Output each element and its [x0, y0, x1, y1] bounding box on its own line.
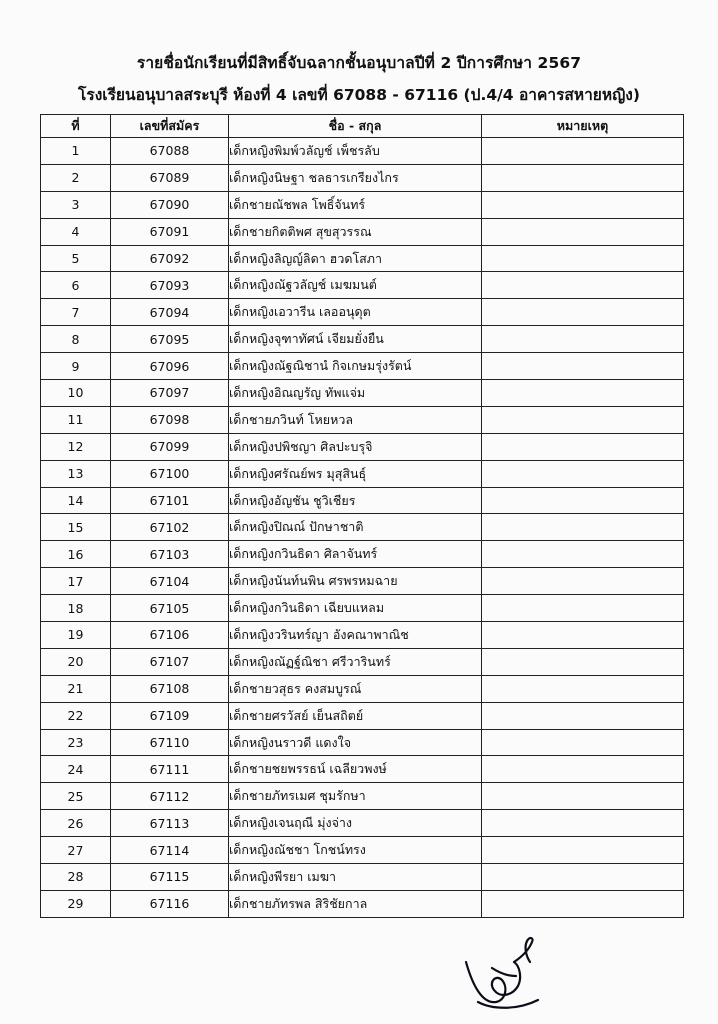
- cell-remarks: [482, 783, 684, 810]
- cell-name: เด็กหญิงพีรยา เมฆา: [229, 864, 482, 891]
- table-row: [41, 756, 684, 783]
- cell-remarks: [482, 353, 684, 380]
- table-row: [41, 138, 684, 165]
- cell-application-no: 67105: [111, 595, 229, 622]
- cell-name: เด็กหญิงณัฏฐ์ณิชา ศรีวารินทร์: [229, 648, 482, 675]
- signature: [448, 932, 568, 1012]
- table-row: [41, 837, 684, 864]
- cell-application-no: 67092: [111, 245, 229, 272]
- cell-no: 6: [41, 272, 111, 299]
- cell-application-no: 67102: [111, 514, 229, 541]
- cell-name: เด็กหญิงเจนฤณี มุ่งจ่าง: [229, 810, 482, 837]
- cell-remarks: [482, 622, 684, 649]
- header-application-no: เลขที่สมัคร: [111, 115, 229, 138]
- cell-remarks: [482, 272, 684, 299]
- cell-name: เด็กชายวสุธร คงสมบูรณ์: [229, 675, 482, 702]
- cell-name: เด็กหญิงวรินทร์ญา อังคณาพาณิช: [229, 622, 482, 649]
- table-row: [41, 191, 684, 218]
- cell-name: เด็กหญิงนันท์นพิน ศรพรหมฉาย: [229, 568, 482, 595]
- table-row: [41, 568, 684, 595]
- table-row: [41, 406, 684, 433]
- table-row: [41, 729, 684, 756]
- table-row: [41, 783, 684, 810]
- cell-no: 19: [41, 622, 111, 649]
- cell-remarks: [482, 191, 684, 218]
- table-row: [41, 353, 684, 380]
- table-row: [41, 380, 684, 407]
- cell-application-no: 67112: [111, 783, 229, 810]
- table-row: [41, 864, 684, 891]
- table-row: [41, 460, 684, 487]
- cell-application-no: 67109: [111, 702, 229, 729]
- cell-no: 20: [41, 648, 111, 675]
- cell-name: เด็กหญิงจุฑาทัศน์ เจียมยั่งยืน: [229, 326, 482, 353]
- table-row: [41, 272, 684, 299]
- cell-no: 29: [41, 890, 111, 917]
- cell-name: เด็กหญิงนราวดี แดงใจ: [229, 729, 482, 756]
- cell-name: เด็กหญิงปิณณ์ ปักษาชาติ: [229, 514, 482, 541]
- cell-name: เด็กหญิงศรัณย์พร มุสุสินธุ์: [229, 460, 482, 487]
- cell-no: 14: [41, 487, 111, 514]
- cell-application-no: 67098: [111, 406, 229, 433]
- cell-application-no: 67115: [111, 864, 229, 891]
- cell-name: เด็กชายภวินท์ โหยหวล: [229, 406, 482, 433]
- cell-remarks: [482, 514, 684, 541]
- cell-no: 21: [41, 675, 111, 702]
- cell-application-no: 67116: [111, 890, 229, 917]
- header-remarks: หมายเหตุ: [482, 115, 684, 138]
- table-row: [41, 541, 684, 568]
- cell-remarks: [482, 675, 684, 702]
- cell-application-no: 67094: [111, 299, 229, 326]
- table-row: [41, 648, 684, 675]
- cell-name: เด็กหญิงอิณญรัญ ทัพแจ่ม: [229, 380, 482, 407]
- cell-application-no: 67104: [111, 568, 229, 595]
- document-title: รายชื่อนักเรียนที่มีสิทธิ์จับฉลากชั้นอนุบาลปีที่ 2 ปีการศึกษา 2567: [136, 54, 582, 72]
- cell-application-no: 67088: [111, 138, 229, 165]
- table-row: [41, 326, 684, 353]
- cell-no: 17: [41, 568, 111, 595]
- cell-name: เด็กชายศรวัสย์ เย็นสถิตย์: [229, 702, 482, 729]
- cell-remarks: [482, 756, 684, 783]
- cell-remarks: [482, 541, 684, 568]
- cell-application-no: 67099: [111, 433, 229, 460]
- cell-no: 3: [41, 191, 111, 218]
- cell-no: 23: [41, 729, 111, 756]
- cell-application-no: 67114: [111, 837, 229, 864]
- student-roster-table: [40, 114, 684, 918]
- cell-remarks: [482, 890, 684, 917]
- cell-remarks: [482, 326, 684, 353]
- cell-remarks: [482, 380, 684, 407]
- cell-application-no: 67106: [111, 622, 229, 649]
- table-row: [41, 810, 684, 837]
- cell-application-no: 67100: [111, 460, 229, 487]
- cell-no: 28: [41, 864, 111, 891]
- cell-remarks: [482, 568, 684, 595]
- cell-remarks: [482, 729, 684, 756]
- cell-no: 7: [41, 299, 111, 326]
- table-row: [41, 487, 684, 514]
- cell-remarks: [482, 595, 684, 622]
- table-row: [41, 245, 684, 272]
- cell-application-no: 67110: [111, 729, 229, 756]
- cell-remarks: [482, 138, 684, 165]
- cell-name: เด็กหญิงนิษฐา ชลธารเกรียงไกร: [229, 164, 482, 191]
- cell-name: เด็กหญิงอัญชัน ชูวิเชียร: [229, 487, 482, 514]
- cell-remarks: [482, 245, 684, 272]
- cell-name: เด็กชายภัทรพล สิริชัยกาล: [229, 890, 482, 917]
- cell-no: 26: [41, 810, 111, 837]
- table-row: [41, 675, 684, 702]
- cell-name: เด็กชายชยพรรธน์ เฉลียวพงษ์: [229, 756, 482, 783]
- cell-application-no: 67107: [111, 648, 229, 675]
- cell-name: เด็กชายกิตติพศ สุขสุวรรณ: [229, 218, 482, 245]
- table-row: [41, 433, 684, 460]
- cell-name: เด็กหญิงกวินธิดา เฉียบแหลม: [229, 595, 482, 622]
- cell-remarks: [482, 837, 684, 864]
- table-row: [41, 218, 684, 245]
- cell-application-no: 67103: [111, 541, 229, 568]
- cell-name: เด็กหญิงณัฐณิชานํ กิจเกษมรุ่งรัตน์: [229, 353, 482, 380]
- table-body: [41, 138, 684, 918]
- cell-remarks: [482, 433, 684, 460]
- cell-name: เด็กชายภัทรเมศ ชุมรักษา: [229, 783, 482, 810]
- cell-name: เด็กหญิงณัชชา โกชน์ทรง: [229, 837, 482, 864]
- table-row: [41, 514, 684, 541]
- cell-no: 12: [41, 433, 111, 460]
- cell-no: 24: [41, 756, 111, 783]
- table-row: [41, 890, 684, 917]
- table-row: [41, 595, 684, 622]
- cell-no: 2: [41, 164, 111, 191]
- cell-no: 10: [41, 380, 111, 407]
- cell-name: เด็กหญิงปพิชญา ศิลปะบรุจิ: [229, 433, 482, 460]
- cell-no: 4: [41, 218, 111, 245]
- cell-remarks: [482, 406, 684, 433]
- cell-application-no: 67091: [111, 218, 229, 245]
- cell-application-no: 67090: [111, 191, 229, 218]
- cell-no: 11: [41, 406, 111, 433]
- cell-application-no: 67096: [111, 353, 229, 380]
- cell-remarks: [482, 864, 684, 891]
- cell-name: เด็กหญิงพิมพ์วลัญช์ เพ็ชรลับ: [229, 138, 482, 165]
- cell-remarks: [482, 218, 684, 245]
- cell-application-no: 67108: [111, 675, 229, 702]
- table-row: [41, 164, 684, 191]
- cell-no: 16: [41, 541, 111, 568]
- cell-name: เด็กหญิงเอวารีน เลออนุดุต: [229, 299, 482, 326]
- table-row: [41, 622, 684, 649]
- header-no: ที่: [41, 115, 111, 138]
- cell-application-no: 67101: [111, 487, 229, 514]
- cell-remarks: [482, 702, 684, 729]
- cell-name: เด็กชายณัชพล โพธิ์จันทร์: [229, 191, 482, 218]
- document-subtitle: โรงเรียนอนุบาลสระบุรี ห้องที่ 4 เลขที่ 67088 - 67116 (ป.4/4 อาคารสหายหญิง): [78, 86, 640, 104]
- cell-name: เด็กหญิงลิญญ์ลิดา ฮวดโสภา: [229, 245, 482, 272]
- cell-application-no: 67113: [111, 810, 229, 837]
- cell-remarks: [482, 648, 684, 675]
- cell-no: 25: [41, 783, 111, 810]
- cell-application-no: 67093: [111, 272, 229, 299]
- cell-application-no: 67111: [111, 756, 229, 783]
- cell-name: เด็กหญิงณัฐวลัญช์ เมฆมนต์: [229, 272, 482, 299]
- cell-no: 15: [41, 514, 111, 541]
- cell-remarks: [482, 460, 684, 487]
- cell-no: 5: [41, 245, 111, 272]
- header-name: ชื่อ - สกุล: [229, 115, 482, 138]
- table-row: [41, 299, 684, 326]
- cell-no: 8: [41, 326, 111, 353]
- cell-no: 18: [41, 595, 111, 622]
- cell-no: 22: [41, 702, 111, 729]
- table-row: [41, 702, 684, 729]
- cell-application-no: 67095: [111, 326, 229, 353]
- cell-remarks: [482, 164, 684, 191]
- cell-name: เด็กหญิงกวินธิดา ศิลาจันทร์: [229, 541, 482, 568]
- cell-no: 27: [41, 837, 111, 864]
- cell-no: 1: [41, 138, 111, 165]
- cell-no: 9: [41, 353, 111, 380]
- cell-application-no: 67097: [111, 380, 229, 407]
- cell-no: 13: [41, 460, 111, 487]
- cell-remarks: [482, 810, 684, 837]
- cell-remarks: [482, 299, 684, 326]
- cell-application-no: 67089: [111, 164, 229, 191]
- cell-remarks: [482, 487, 684, 514]
- table-header-row: [41, 115, 684, 138]
